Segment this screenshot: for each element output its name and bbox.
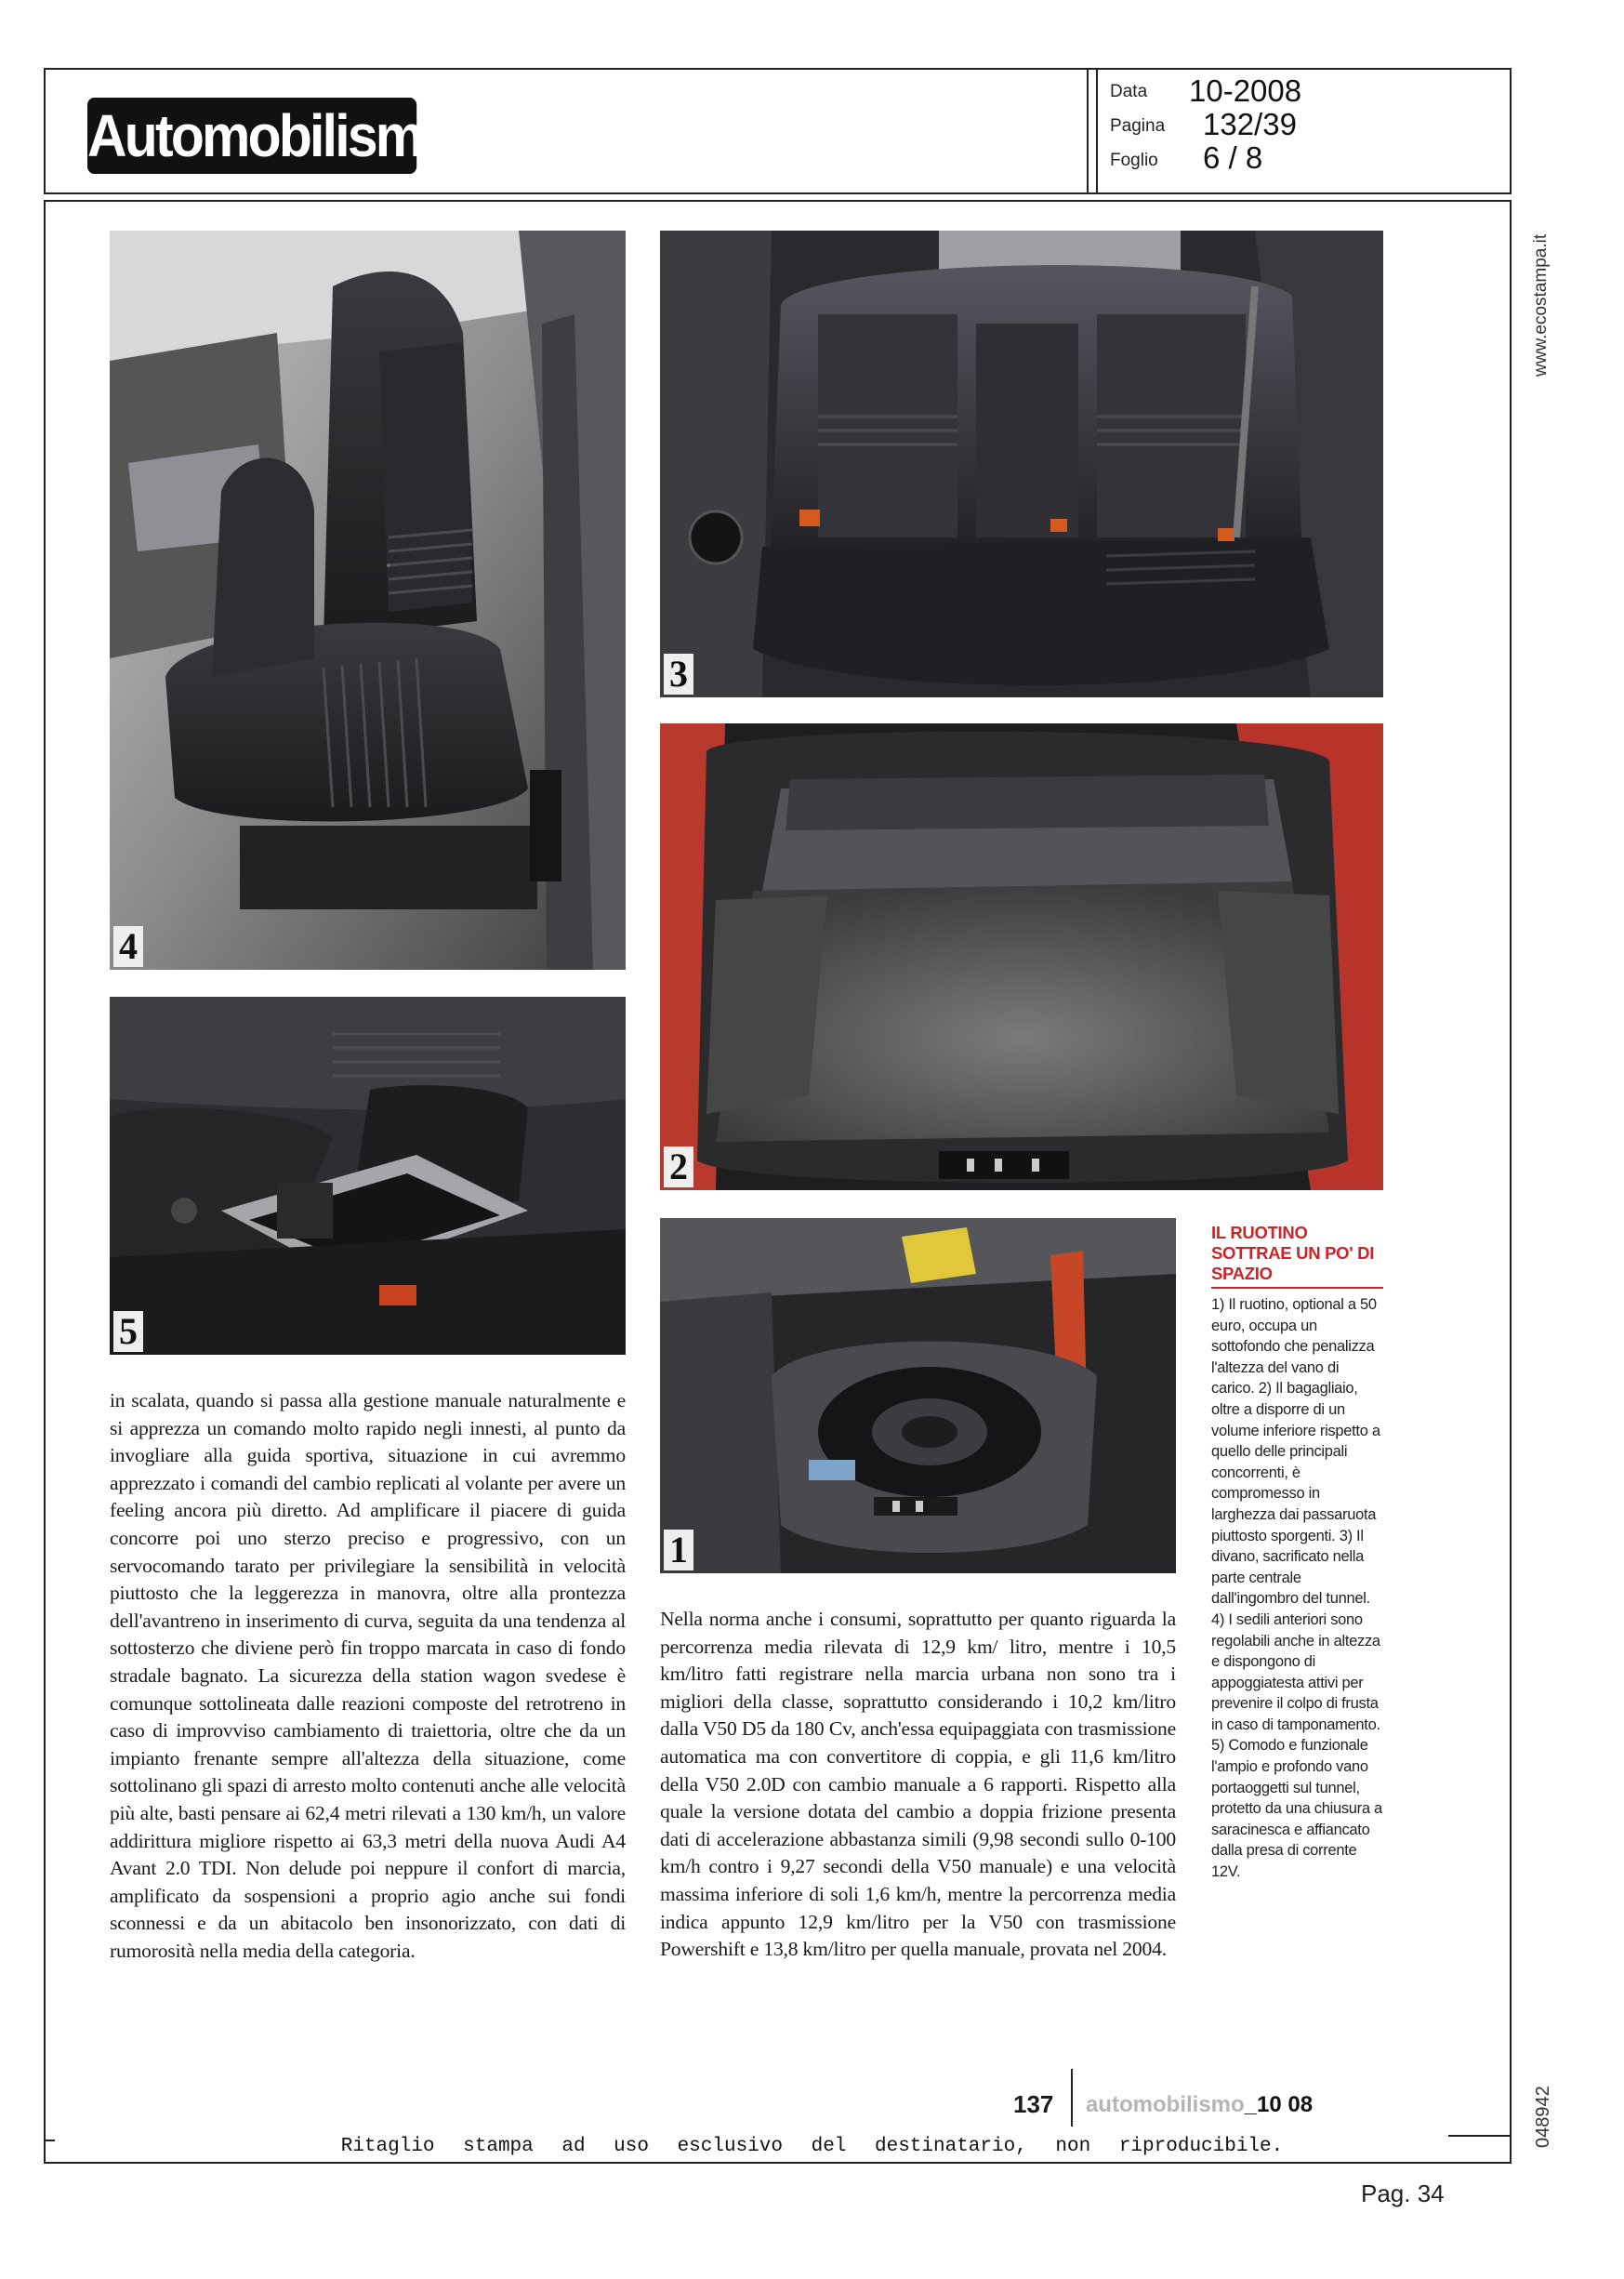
article-left-column [110, 1387, 626, 1965]
photo-1-spare-wheel [660, 1218, 1176, 1573]
rear-bench-image [660, 231, 1383, 697]
caption-box [1211, 1223, 1383, 1883]
spare-wheel-image [660, 1218, 1176, 1573]
ecostampa-url: www.ecostampa.it [1531, 233, 1551, 377]
front-seat-image [110, 231, 626, 970]
data-label: Data [1110, 82, 1148, 101]
side-url [1511, 219, 1566, 404]
footer-separator [1071, 2069, 1073, 2127]
footer-magazine-name: automobilismo [1086, 2092, 1245, 2117]
magazine-logo: Automobilismo [87, 98, 416, 174]
photo-2-trunk [660, 723, 1383, 1190]
caption-text: 1) Il ruotino, optional a 50 euro, occupa un sottofondo che penalizza l'altezza del vano di carico. 2) Il bagagliaio, oltre a disporre di un volume inferiore rispetto a quello delle principali concorrenti, è compromesso in larghezza dai passaruota piuttosto sporgenti. 3) Il divano, sacrificato nella parte centrale dall'ingombro del tunnel. 4) I sedili anteriori sono regolabili anche in altezza e dispongono di appoggiatesta attivi per prevenire il colpo di frusta in caso di tamponamento. 5) Comodo e funzionale l'ampio e profondo vano portaoggetti sul tunnel, protetto da una chiusura a saracinesca e affiancato dalla presa di corrente 12V. [1211, 1296, 1382, 1881]
pag-number: Pag. 34 [1361, 2180, 1445, 2207]
console-image [110, 997, 626, 1355]
article-middle-text: Nella norma anche i consumi, soprattutto per quanto riguarda la percorrenza media rilevata di 12,9 km/ litro, mentre i 10,5 km/litro fatti registrare nella marcia urbana non sono tra i migliori della classe, soprattutto considerando i 10,2 km/litro dalla V50 D5 da 180 Cv, anch'essa equipaggiata con trasmissione automatica ma con convertitore di coppia, e gli 11,6 km/litro della V50 2.0D con cambio manuale a 6 rapporti. Rispetto alla quale la versione dotata del cambio a doppia frizione presenta dati di accelerazione abbastanza simili (9,98 secondi sullo 0-100 km/h contro i 9,27 secondi della V50 manuale) e una velocità massima inferiore di soli 1,6 km/h, mentre la percorrenza media indica appunto 12,9 km/litro per la V50 con trasmissione Powershift e 13,8 km/litro per quella manuale, provata nel 2004. [660, 1608, 1176, 1961]
photo-4-front-seat [110, 231, 626, 970]
pagina-label: Pagina [1110, 116, 1166, 136]
article-left-text: in scalata, quando si passa alla gestione manuale naturalmente e si apprezza un comando molto rapido negli innesti, al punto da invogliare alla guida sportiva, situazione in cui avremmo apprezzato i comandi del cambio replicati al volante per avere un feeling ancora più diretto. Ad amplificare il piacere di guida concorre poi uno sterzo preciso e progressivo, con un servocomando tarato per privilegiare la sensibilità in velocità piuttosto che la leggerezza in manovra, oltre alla prontezza dell'avantreno in inserimento di curva, seguita da una tendenza al sottosterzo che diviene però fin troppo marcata in caso di fondo stradale bagnato. La sicurezza della station wagon svedese è comunque sottolineata dalle reazioni composte del retrotreno in caso di improvviso cambiamento di traiettoria, oltre che da un impianto frenante sempre all'altezza della situazione, come sottolinano gli spazi di arresto molto contenuti anche alle velocità più alte, basti pensare ai 62,4 metri rilevati a 130 km/h, un valore addirittura migliore rispetto ai 63,3 metri della nuova Audi A4 Avant 2.0 TDI. Non delude poi neppure il confort di marcia, amplificato da sospensioni a proprio agio anche sui fondi sconnessi e da un abitacolo ben insonorizzato, con dati di rumorosità nella media della categoria. [110, 1389, 626, 1962]
photo-3-rear-bench [660, 231, 1383, 697]
disclaimer: Ritaglio stampa ad uso esclusivo del destinatario, non riproducibile. [340, 2136, 1284, 2157]
header-box [44, 68, 1512, 194]
trunk-image [660, 723, 1383, 1190]
foglio-value: 6 / 8 [1203, 140, 1263, 175]
page-number: 137 [1013, 2090, 1054, 2118]
data-value: 10-2008 [1189, 73, 1302, 108]
footer-magazine [1086, 2092, 1313, 2118]
photo-5-console [110, 997, 626, 1355]
photo-5-number: 5 [113, 1311, 143, 1352]
clip-code: 048942 [1533, 2086, 1553, 2148]
foglio-label: Foglio [1110, 151, 1158, 170]
photo-1-number: 1 [664, 1530, 693, 1570]
photo-4-number: 4 [113, 926, 143, 967]
header-divider [1087, 70, 1098, 192]
caption-title: IL RUOTINO SOTTRAE UN PO' DI SPAZIO [1211, 1223, 1383, 1289]
pagina-value: 132/39 [1203, 107, 1297, 141]
photo-2-number: 2 [664, 1146, 693, 1187]
article-middle-column [660, 1606, 1176, 1964]
footer-issue: _10 08 [1244, 2092, 1314, 2117]
photo-3-number: 3 [664, 654, 693, 695]
